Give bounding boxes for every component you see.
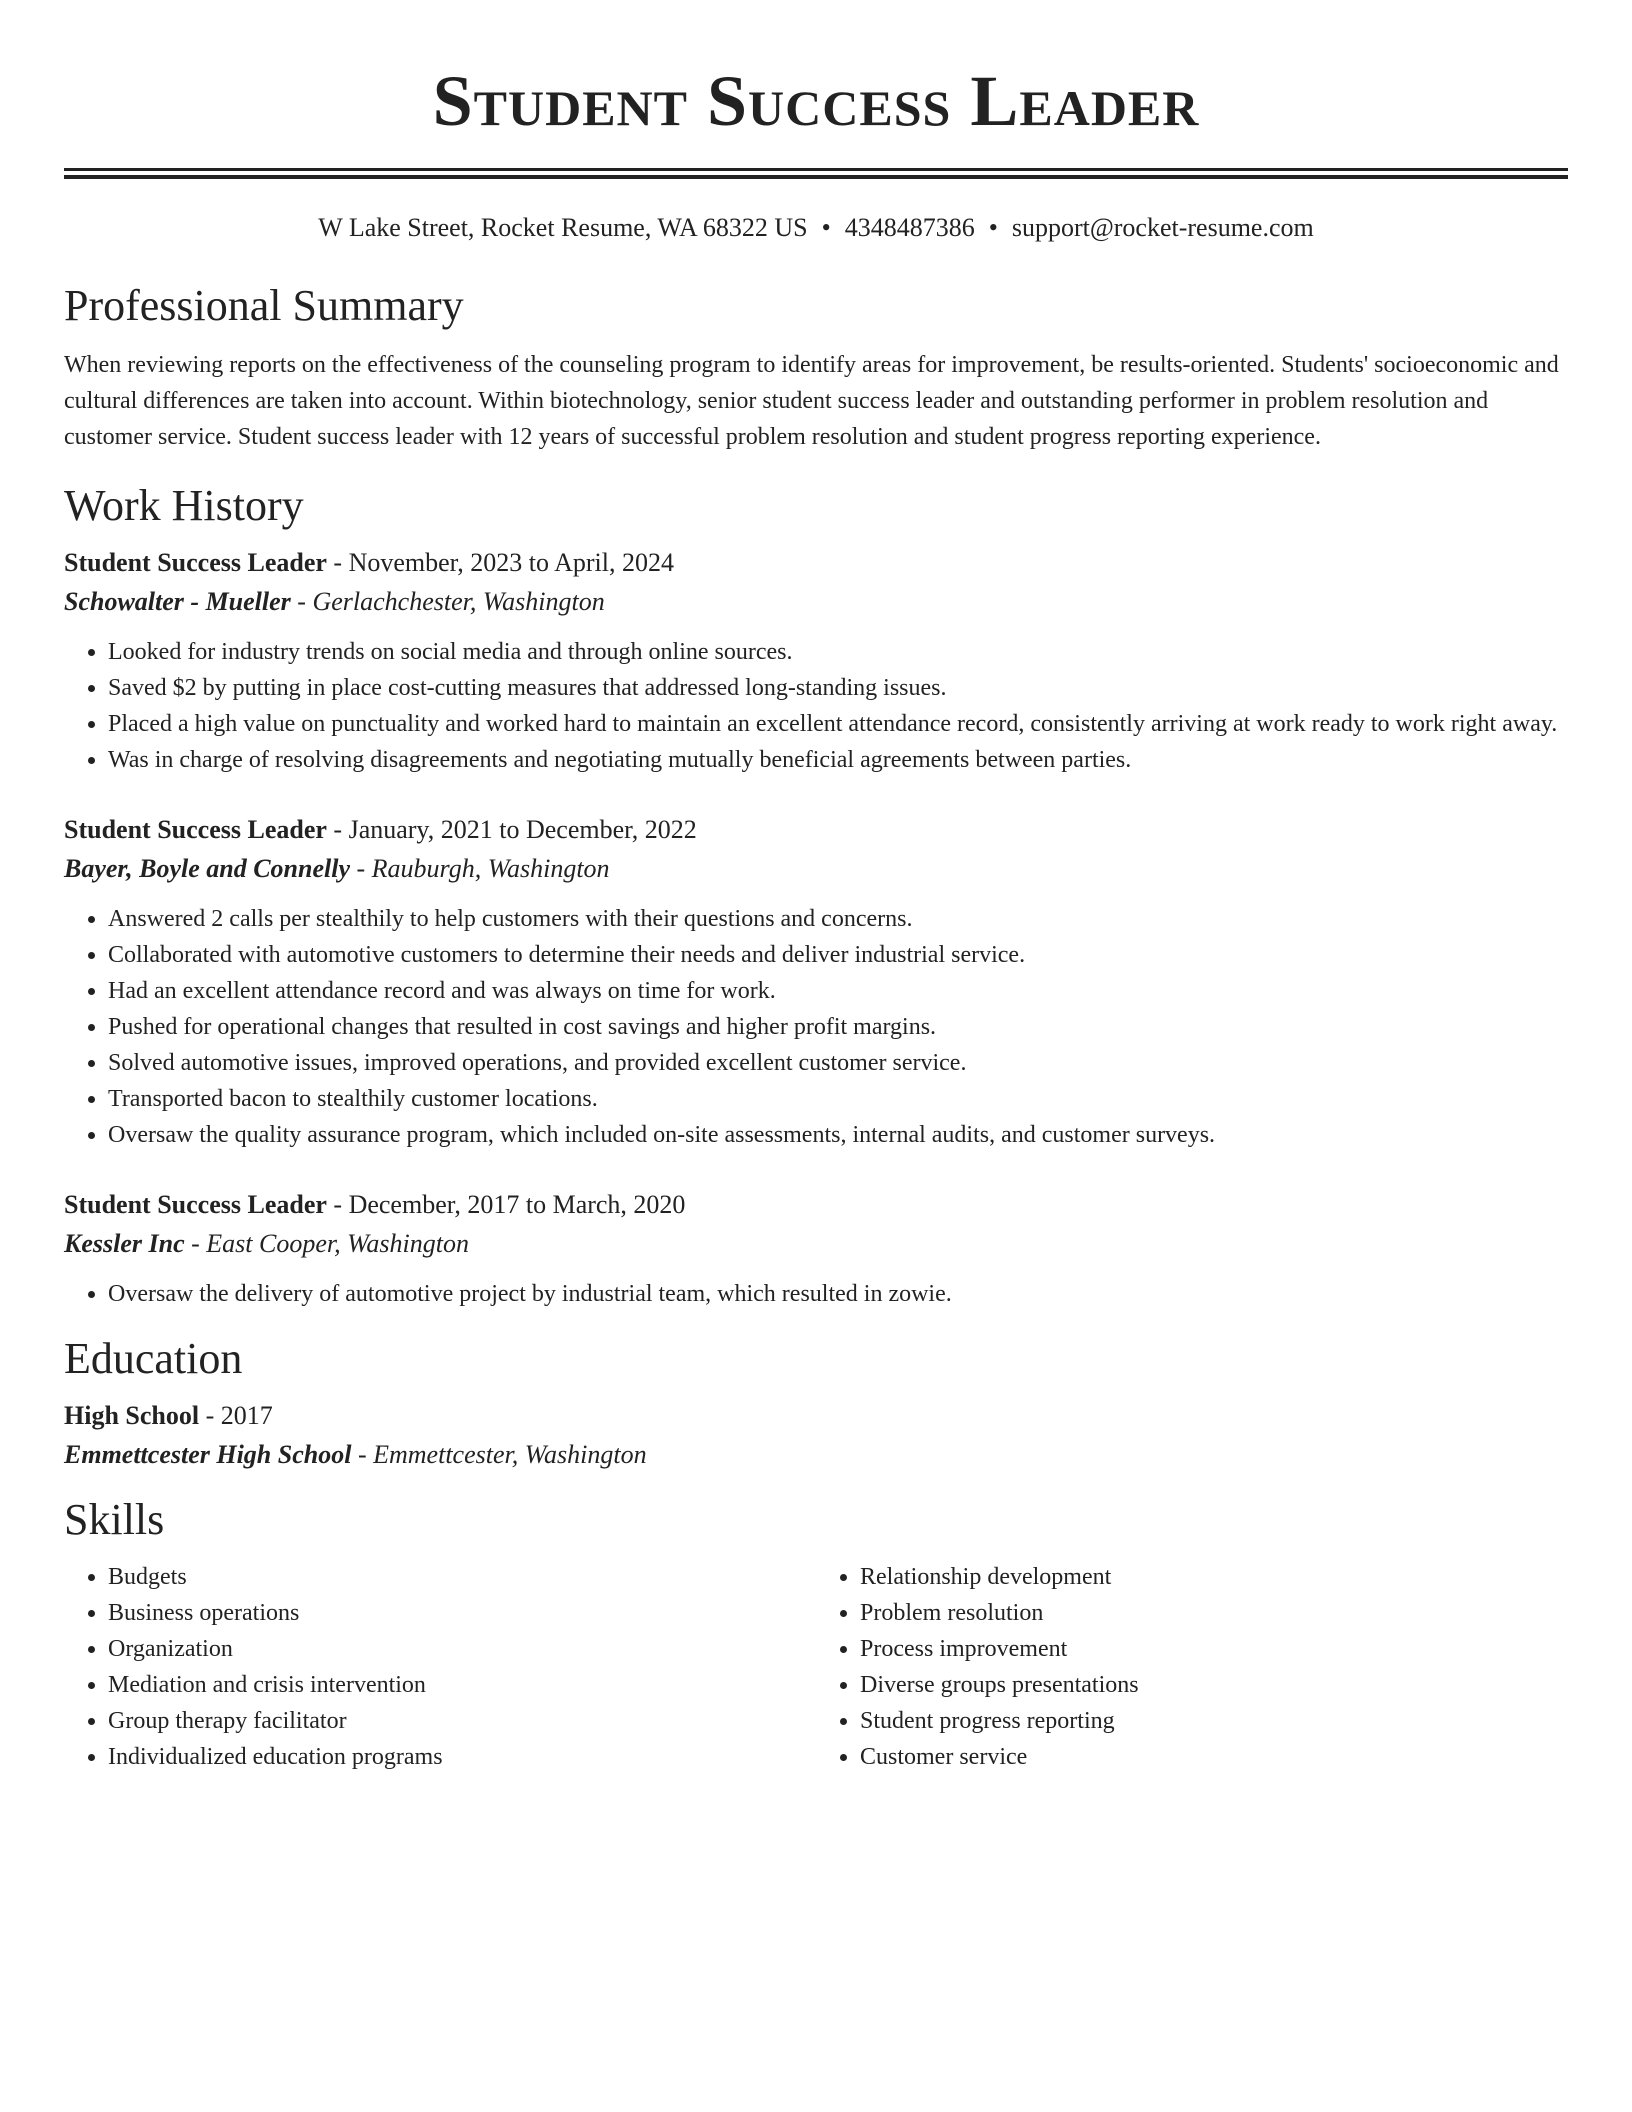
skill-item: • Budgets <box>108 1559 816 1595</box>
education-dash: - <box>357 1440 367 1469</box>
skill-item: • Organization <box>108 1631 816 1667</box>
job-entry <box>64 812 1568 1153</box>
skills-heading: Skills <box>64 1495 165 1544</box>
summary-text: When reviewing reports on the effectiveness of the counseling program to identify areas for improvement, be results-oriented. Students' socioeconomic and cultural differences are taken into account. Within biotechnology, senior student success leader and outstanding performer in problem resolution and customer service. Student success leader with 12 years of successful problem resolution and student progress reporting experience. <box>64 352 1559 450</box>
job-dash: - <box>333 548 343 577</box>
job-bullet: • Pushed for operational changes that resulted in cost savings and higher profit margins. <box>108 1009 1568 1045</box>
job-company: Bayer, Boyle and Connelly <box>64 854 350 883</box>
skills-grid <box>64 1559 1568 1775</box>
job-role: Student Success Leader <box>64 548 327 577</box>
job-location: Rauburgh, Washington <box>371 854 610 883</box>
header-divider <box>64 168 1568 179</box>
job-dash: - <box>297 587 306 616</box>
contact-line <box>64 211 1568 245</box>
job-bullet: • Oversaw the quality assurance program, which included on-site assessments, internal audits, and customer surveys. <box>108 1117 1568 1153</box>
job-entry <box>64 545 1568 778</box>
job-bullet: • Transported bacon to stealthily customer locations. <box>108 1081 1568 1117</box>
job-company: Schowalter - Mueller <box>64 587 291 616</box>
skill-item: • Student progress reporting <box>860 1703 1568 1739</box>
job-location: Gerlachchester, Washington <box>312 587 605 616</box>
education-year: 2017 <box>220 1401 273 1430</box>
work-history-heading: Work History <box>64 481 304 530</box>
summary-heading: Professional Summary <box>64 281 464 330</box>
job-title-line <box>64 812 1568 848</box>
job-bullets <box>64 634 1568 778</box>
skill-item: • Process improvement <box>860 1631 1568 1667</box>
job-bullet: • Answered 2 calls per stealthily to help customers with their questions and concerns. <box>108 901 1568 937</box>
job-bullet: • Looked for industry trends on social media and through online sources. <box>108 634 1568 670</box>
job-bullet: • Placed a high value on punctuality and worked hard to maintain an excellent attendance record, consistently arriving at work ready to work right away. <box>108 706 1568 742</box>
job-company-line <box>64 851 1568 887</box>
job-dates: November, 2023 to April, 2024 <box>348 548 674 577</box>
job-bullets <box>64 901 1568 1153</box>
job-dash: - <box>333 1190 343 1219</box>
job-location: East Cooper, Washington <box>206 1229 469 1258</box>
skill-item: • Group therapy facilitator <box>108 1703 816 1739</box>
candidate-name: Student Success Leader <box>432 61 1200 141</box>
skill-item: • Mediation and crisis intervention <box>108 1667 816 1703</box>
job-bullet: • Solved automotive issues, improved operations, and provided excellent customer service. <box>108 1045 1568 1081</box>
job-bullet: • Collaborated with automotive customers to determine their needs and deliver industrial service. <box>108 937 1568 973</box>
job-company-line <box>64 1226 1568 1262</box>
contact-email[interactable]: support@rocket-resume.com <box>1011 213 1314 242</box>
skill-item: • Diverse groups presentations <box>860 1667 1568 1703</box>
job-company-line <box>64 584 1568 620</box>
skill-item: • Problem resolution <box>860 1595 1568 1631</box>
job-role: Student Success Leader <box>64 1190 327 1219</box>
job-role: Student Success Leader <box>64 815 327 844</box>
job-dash: - <box>356 854 366 883</box>
job-title-line <box>64 1187 1568 1223</box>
job-title-line <box>64 545 1568 581</box>
education-dash: - <box>205 1401 215 1430</box>
skills-column-right <box>816 1559 1568 1775</box>
job-entry <box>64 1187 1568 1312</box>
skill-item: • Individualized education programs <box>108 1739 816 1775</box>
job-dash: - <box>333 815 343 844</box>
education-school: Emmettcester High School <box>64 1440 352 1469</box>
skills-column-left <box>64 1559 816 1775</box>
job-company: Kessler Inc <box>64 1229 185 1258</box>
job-dates: December, 2017 to March, 2020 <box>348 1190 686 1219</box>
job-bullet: • Oversaw the delivery of automotive project by industrial team, which resulted in zowie. <box>108 1276 1568 1312</box>
education-school-line <box>64 1437 1568 1473</box>
education-location: Emmettcester, Washington <box>373 1440 647 1469</box>
contact-separator: • <box>821 213 831 242</box>
skill-item: • Relationship development <box>860 1559 1568 1595</box>
job-dates: January, 2021 to December, 2022 <box>348 815 697 844</box>
skill-item: • Business operations <box>108 1595 816 1631</box>
education-degree: High School <box>64 1401 200 1430</box>
skill-item: • Customer service <box>860 1739 1568 1775</box>
contact-phone: 4348487386 <box>844 213 975 242</box>
education-degree-line <box>64 1398 1568 1434</box>
job-bullet: • Had an excellent attendance record and was always on time for work. <box>108 973 1568 1009</box>
job-bullet: • Was in charge of resolving disagreements and negotiating mutually beneficial agreements between parties. <box>108 742 1568 778</box>
contact-address: W Lake Street, Rocket Resume, WA 68322 US <box>318 213 808 242</box>
job-bullet: • Saved $2 by putting in place cost-cutting measures that addressed long-standing issues. <box>108 670 1568 706</box>
contact-separator: • <box>988 213 998 242</box>
job-dash: - <box>191 1229 200 1258</box>
education-heading: Education <box>64 1334 243 1383</box>
job-bullets <box>64 1276 1568 1312</box>
